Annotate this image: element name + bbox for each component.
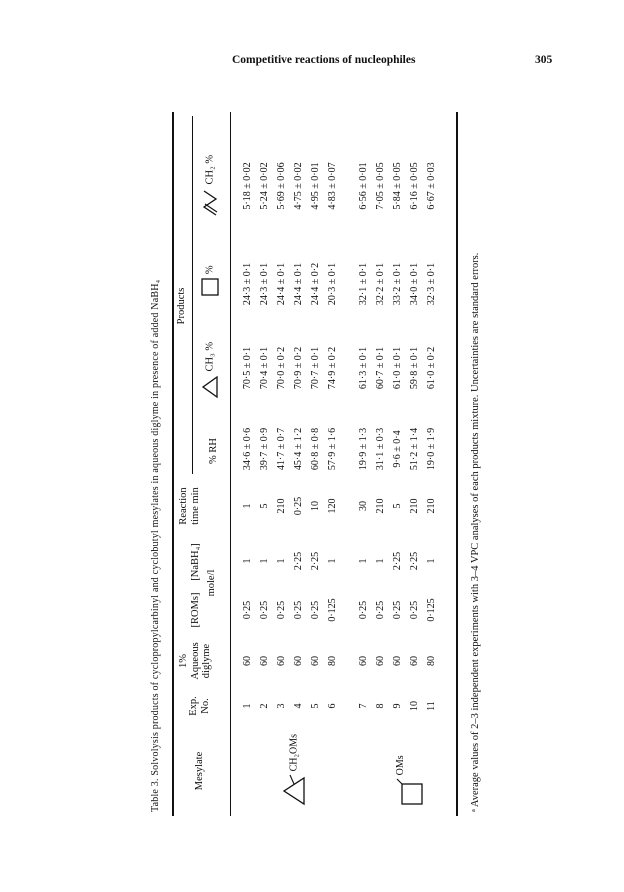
col-exp-no: Exp. No. bbox=[188, 696, 211, 716]
cell-exp: 4 bbox=[293, 703, 304, 709]
cell-roms: 0·25 bbox=[392, 600, 403, 620]
cell-roms: 0·25 bbox=[276, 600, 287, 620]
col-cyclopropylmethyl bbox=[200, 326, 220, 416]
cell-diglyme: 60 bbox=[409, 656, 420, 666]
cyclobutane-ring-icon bbox=[396, 778, 426, 808]
cell-cp: 74·9 ± 0·2 bbox=[327, 346, 338, 390]
col-nabh4: [NaBH₄] bbox=[190, 543, 201, 581]
page-number: 305 bbox=[535, 54, 553, 66]
cell-diglyme: 60 bbox=[358, 656, 369, 666]
cell-cb: 32·1 ± 0·1 bbox=[358, 262, 369, 306]
cell-diglyme: 60 bbox=[242, 656, 253, 666]
top-rule bbox=[172, 112, 174, 816]
cell-roms: 0·25 bbox=[293, 600, 304, 620]
cell-exp: 8 bbox=[375, 703, 386, 709]
cell-cp: 70·7 ± 0·1 bbox=[310, 346, 321, 390]
cell-bu: 5·18 ± 0·02 bbox=[242, 162, 253, 210]
cell-diglyme: 60 bbox=[310, 656, 321, 666]
cell-roms: 0·25 bbox=[375, 600, 386, 620]
cell-time: 10 bbox=[310, 501, 321, 511]
cell-roms: 0·25 bbox=[409, 600, 420, 620]
cell-rh: 34·6 ± 0·6 bbox=[242, 427, 253, 471]
cell-exp: 2 bbox=[259, 703, 270, 709]
cell-time: 1 bbox=[242, 503, 253, 509]
cell-bu: 5·69 ± 0·06 bbox=[276, 162, 287, 210]
cell-nabh4: 2·25 bbox=[392, 551, 403, 571]
cell-cp: 70·5 ± 0·1 bbox=[242, 346, 253, 390]
cell-nabh4: 2·25 bbox=[293, 551, 304, 571]
cell-cp: 59·8 ± 0·1 bbox=[409, 346, 420, 390]
cell-diglyme: 60 bbox=[392, 656, 403, 666]
cell-cp: 70·4 ± 0·1 bbox=[259, 346, 270, 390]
cyclobutane-label: % bbox=[204, 265, 216, 275]
cell-exp: 5 bbox=[310, 703, 321, 709]
cell-diglyme: 60 bbox=[293, 656, 304, 666]
cell-exp: 9 bbox=[392, 703, 403, 709]
header-rule bbox=[230, 112, 231, 816]
cell-time: 120 bbox=[327, 498, 338, 514]
butenyl-icon bbox=[200, 187, 220, 217]
cyclobutyl-mesylate bbox=[396, 755, 426, 808]
cell-rh: 39·7 ± 0·9 bbox=[259, 427, 270, 471]
cell-bu: 5·24 ± 0·02 bbox=[259, 162, 270, 210]
col-aqueous-diglyme: 1% Aqueous diglyme bbox=[178, 642, 213, 680]
cell-cb: 24·4 ± 0·1 bbox=[276, 262, 287, 306]
cell-cb: 34·0 ± 0·1 bbox=[409, 262, 420, 306]
col-conc-unit: mole/l bbox=[206, 569, 217, 597]
cell-cb: 32·2 ± 0·1 bbox=[375, 262, 386, 306]
cpm-mesylate-label: CH₂OMs bbox=[288, 733, 300, 772]
cell-time: 30 bbox=[358, 501, 369, 511]
cell-diglyme: 60 bbox=[375, 656, 386, 666]
cell-cp: 60·7 ± 0·1 bbox=[375, 346, 386, 390]
cell-bu: 4·83 ± 0·07 bbox=[327, 162, 338, 210]
running-title: Competitive reactions of nucleophiles bbox=[232, 54, 416, 66]
cell-roms: 0·125 bbox=[327, 598, 338, 622]
cell-cb: 33·2 ± 0·1 bbox=[392, 262, 403, 306]
cell-time: 210 bbox=[375, 498, 386, 514]
col-cyclobutane bbox=[200, 246, 220, 316]
cell-bu: 6·56 ± 0·01 bbox=[358, 162, 369, 210]
products-rule bbox=[192, 116, 193, 474]
cell-bu: 4·75 ± 0·02 bbox=[293, 162, 304, 210]
cell-cb: 24·3 ± 0·1 bbox=[259, 262, 270, 306]
cell-cp: 61·3 ± 0·1 bbox=[358, 346, 369, 390]
cell-bu: 4·95 ± 0·01 bbox=[310, 162, 321, 210]
cell-diglyme: 80 bbox=[426, 656, 437, 666]
running-header bbox=[0, 54, 624, 74]
cell-rh: 19·0 ± 1·9 bbox=[426, 427, 437, 471]
cell-diglyme: 80 bbox=[327, 656, 338, 666]
cell-roms: 0·25 bbox=[259, 600, 270, 620]
col-products: Products bbox=[176, 287, 187, 325]
cell-cp: 61·0 ± 0·1 bbox=[392, 346, 403, 390]
cell-bu: 7·05 ± 0·05 bbox=[375, 162, 386, 210]
cell-exp: 11 bbox=[426, 701, 437, 711]
cell-rh: 57·9 ± 1·6 bbox=[327, 427, 338, 471]
cell-time: 210 bbox=[409, 498, 420, 514]
cell-rh: 19·9 ± 1·3 bbox=[358, 427, 369, 471]
cell-cb: 20·3 ± 0·1 bbox=[327, 262, 338, 306]
cell-rh: 60·8 ± 0·8 bbox=[310, 427, 321, 471]
cyclopropane-ring-icon bbox=[280, 774, 308, 808]
cell-nabh4: 1 bbox=[276, 558, 287, 564]
cell-time: 0·25 bbox=[293, 496, 304, 516]
cell-time: 5 bbox=[259, 503, 270, 509]
cell-diglyme: 60 bbox=[259, 656, 270, 666]
table-footnote: ᵃ Average values of 2–3 independent experiments with 3–4 VPC analyses of each products mixture. Uncertainties are standard errors. bbox=[470, 252, 481, 812]
cell-bu: 6·16 ± 0·05 bbox=[409, 162, 420, 210]
cell-nabh4: 2·25 bbox=[310, 551, 321, 571]
cell-roms: 0·25 bbox=[358, 600, 369, 620]
cell-cb: 24·4 ± 0·2 bbox=[310, 262, 321, 306]
cell-nabh4: 1 bbox=[375, 558, 386, 564]
cell-nabh4: 1 bbox=[358, 558, 369, 564]
cell-rh: 9·6 ± 0·4 bbox=[392, 430, 403, 468]
rotated-table bbox=[138, 96, 498, 836]
col-roms: [ROMs] bbox=[190, 592, 201, 628]
cyclobutane-icon bbox=[200, 277, 220, 297]
cell-time: 210 bbox=[276, 498, 287, 514]
cell-exp: 7 bbox=[358, 703, 369, 709]
col-rh: % RH bbox=[208, 438, 219, 464]
cell-bu: 5·84 ± 0·05 bbox=[392, 162, 403, 210]
cyclopropylcarbinyl-mesylate bbox=[280, 734, 308, 808]
cell-roms: 0·125 bbox=[426, 598, 437, 622]
cell-exp: 10 bbox=[409, 701, 420, 711]
cell-roms: 0·25 bbox=[310, 600, 321, 620]
cell-time: 210 bbox=[426, 498, 437, 514]
cell-nabh4: 1 bbox=[426, 558, 437, 564]
cell-exp: 1 bbox=[242, 703, 253, 709]
cell-rh: 41·7 ± 0·7 bbox=[276, 427, 287, 471]
cell-time: 5 bbox=[392, 503, 403, 509]
cell-cb: 24·3 ± 0·1 bbox=[242, 262, 253, 306]
cell-roms: 0·25 bbox=[242, 600, 253, 620]
col-butenyl bbox=[200, 136, 220, 236]
cell-diglyme: 60 bbox=[276, 656, 287, 666]
cell-nabh4: 1 bbox=[259, 558, 270, 564]
table-caption: Table 3. Solvolysis products of cyclopropylcarbinyl and cyclobutyl mesylates in aqueous diglyme in presence of added NaBH₄ bbox=[150, 279, 161, 812]
cell-nabh4: 1 bbox=[242, 558, 253, 564]
col-reaction-time: Reaction time min bbox=[178, 487, 201, 525]
col-mesylate: Mesylate bbox=[194, 751, 205, 791]
cell-nabh4: 2·25 bbox=[409, 551, 420, 571]
cpm-label: CH₃ % bbox=[204, 341, 216, 372]
cell-cp: 61·0 ± 0·2 bbox=[426, 346, 437, 390]
cell-rh: 45·4 ± 1·2 bbox=[293, 427, 304, 471]
cell-cb: 32·3 ± 0·1 bbox=[426, 262, 437, 306]
cyclopropane-icon bbox=[200, 374, 220, 400]
cell-nabh4: 1 bbox=[327, 558, 338, 564]
cell-bu: 6·67 ± 0·03 bbox=[426, 162, 437, 210]
cell-rh: 31·1 ± 0·3 bbox=[375, 427, 386, 471]
cb-mesylate-label: OMs bbox=[395, 755, 407, 776]
cell-cp: 70·9 ± 0·2 bbox=[293, 346, 304, 390]
butenyl-label: CH₂ % bbox=[204, 154, 216, 185]
cell-exp: 3 bbox=[276, 703, 287, 709]
bottom-rule bbox=[456, 112, 458, 816]
cell-cb: 24·4 ± 0·1 bbox=[293, 262, 304, 306]
cell-rh: 51·2 ± 1·4 bbox=[409, 427, 420, 471]
cell-cp: 70·0 ± 0·2 bbox=[276, 346, 287, 390]
cell-exp: 6 bbox=[327, 703, 338, 709]
